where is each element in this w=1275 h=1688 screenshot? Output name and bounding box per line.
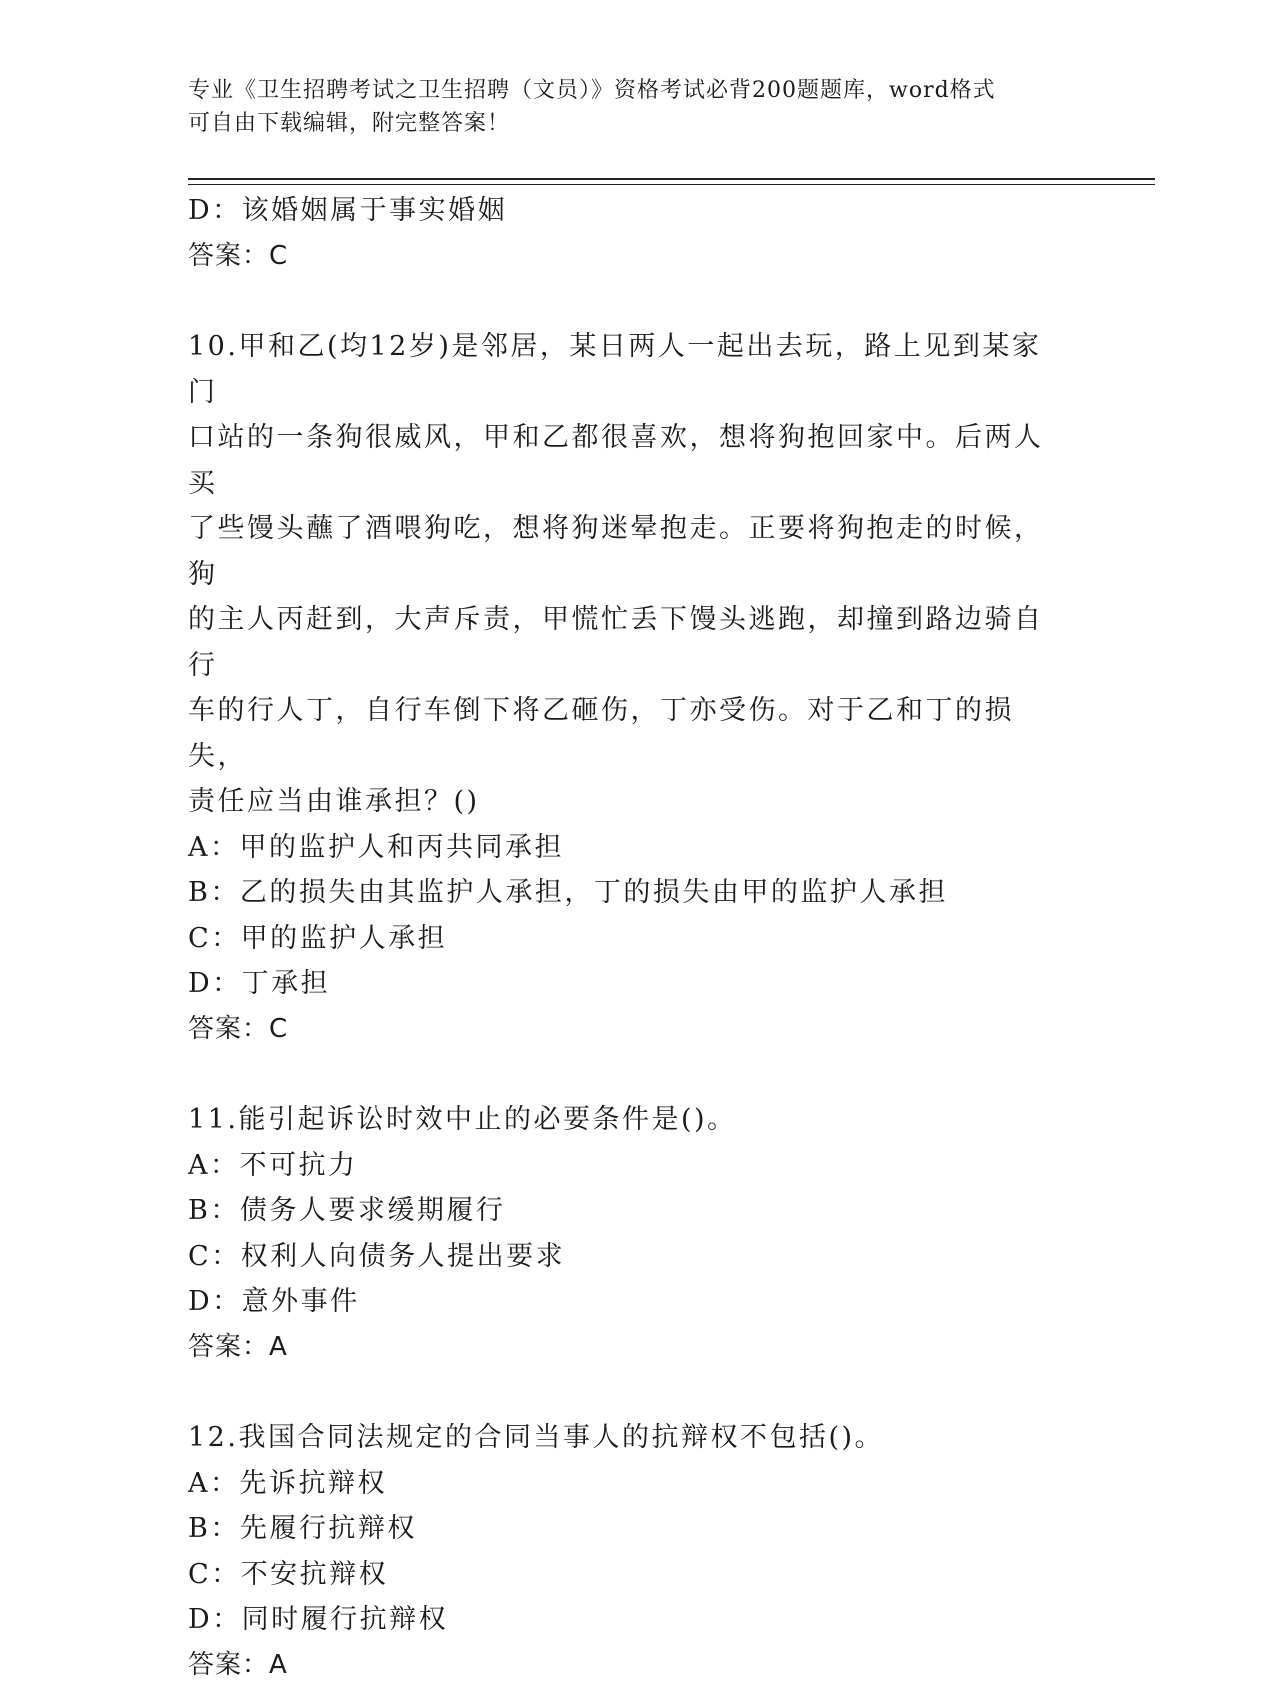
document-header: [188, 74, 1068, 140]
q10-option-a: A：甲的监护人和丙共同承担: [188, 825, 1068, 871]
q12-option-c: C：不安抗辩权: [188, 1552, 1068, 1598]
q11-option-b: B：债务人要求缓期履行: [188, 1188, 1068, 1234]
q11-option-c: C：权利人向债务人提出要求: [188, 1234, 1068, 1280]
spacer: [188, 1052, 1068, 1097]
q12-option-b: B：先履行抗辩权: [188, 1506, 1068, 1552]
q12-answer: 答案：A: [188, 1643, 1068, 1688]
q10-option-c: C：甲的监护人承担: [188, 916, 1068, 962]
spacer: [188, 279, 1068, 324]
q11-option-d: D：意外事件: [188, 1279, 1068, 1325]
question-11: [188, 1097, 1068, 1370]
q9-option-d: D：该婚姻属于事实婚姻: [188, 188, 1068, 234]
question-12: [188, 1415, 1068, 1688]
q10-option-b: B：乙的损失由其监护人承担，丁的损失由甲的监护人承担: [188, 870, 1068, 916]
q10-stem: 10.甲和乙(均12岁)是邻居，某日两人一起出去玩，路上见到某家门 口站的一条狗很威风，甲和乙都很喜欢，想将狗抱回家中。后两人买 了些馒头蘸了酒喂狗吃，想将狗迷晕抱走。正要将狗抱走的时候，狗 的主人丙赶到，大声斥责，甲慌忙丢下馒头逃跑，却撞到路边骑自行 车的行人丁，自行车倒下将乙砸伤，丁亦受伤。对于乙和丁的损失， 责任应当由谁承担？(): [188, 324, 1068, 825]
q12-option-a: A：先诉抗辩权: [188, 1461, 1068, 1507]
q11-option-a: A：不可抗力: [188, 1143, 1068, 1189]
q10-answer: 答案：C: [188, 1007, 1068, 1053]
header-line-2: 可自由下载编辑，附完整答案！: [188, 107, 1068, 140]
q9-answer: 答案：C: [188, 234, 1068, 280]
document-body: [188, 188, 1068, 1688]
header-line-1: 专业《卫生招聘考试之卫生招聘（文员）》资格考试必背200题题库，word格式: [188, 74, 1068, 107]
q10-option-d: D：丁承担: [188, 961, 1068, 1007]
q11-stem: 11.能引起诉讼时效中止的必要条件是()。: [188, 1097, 1068, 1143]
spacer: [188, 1370, 1068, 1415]
q12-stem: 12.我国合同法规定的合同当事人的抗辩权不包括()。: [188, 1415, 1068, 1461]
q11-answer: 答案：A: [188, 1325, 1068, 1371]
header-divider-thick: [188, 178, 1155, 180]
header-divider-thin: [188, 184, 1155, 185]
question-9-tail: [188, 188, 1068, 279]
q12-option-d: D：同时履行抗辩权: [188, 1597, 1068, 1643]
question-10: [188, 324, 1068, 1052]
